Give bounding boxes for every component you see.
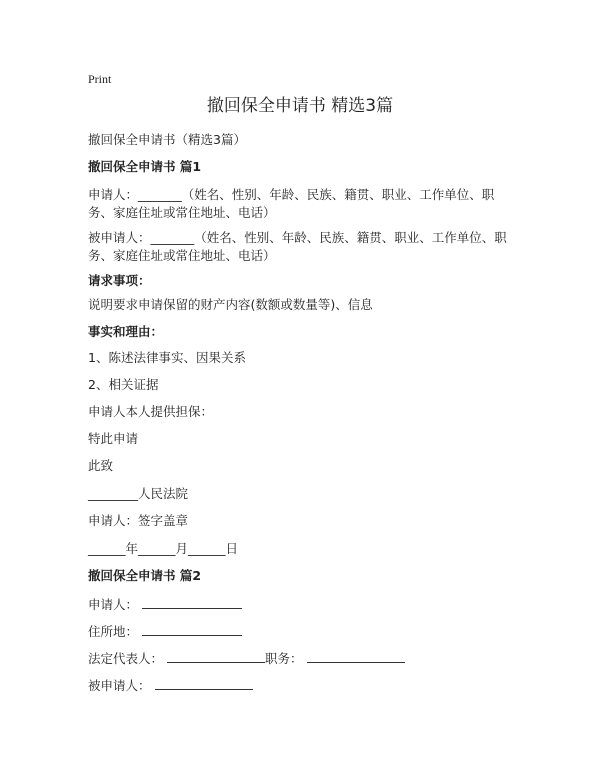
legal-rep-blank bbox=[167, 650, 265, 663]
applicant-blank bbox=[142, 596, 242, 609]
respondent-line: 被申请人：_______（姓名、性别、年龄、民族、籍贯、职业、工作单位、职务、家庭住址或常住地址、电话） bbox=[88, 230, 507, 263]
request-line: 特此申请 bbox=[88, 431, 139, 446]
claims-text: 说明要求申请保留的财产内容(数额或数量等)、信息 bbox=[88, 297, 373, 312]
facts-heading: 事实和理由： bbox=[88, 324, 164, 339]
claims-heading: 请求事项： bbox=[88, 273, 151, 288]
date-line: ______年______月______日 bbox=[88, 541, 239, 556]
print-link[interactable]: Print bbox=[88, 72, 112, 86]
to-line: 此致 bbox=[88, 458, 114, 473]
signature-line: 申请人：签字盖章 bbox=[88, 513, 189, 528]
document-subtitle: 撤回保全申请书（精选3篇） bbox=[88, 132, 246, 147]
respondent-label: 被申请人： bbox=[88, 678, 151, 693]
address-label: 住所地： bbox=[88, 624, 139, 639]
part2-respondent bbox=[88, 677, 253, 695]
part2-legal-rep bbox=[88, 650, 405, 668]
position-blank bbox=[307, 650, 405, 663]
part2-heading: 撤回保全申请书 篇2 bbox=[88, 568, 202, 583]
respondent-blank bbox=[155, 677, 253, 690]
page-title: 撤回保全申请书 精选3篇 bbox=[206, 96, 394, 116]
position-label: 职务： bbox=[265, 651, 303, 666]
applicant-line: 申请人：_______（姓名、性别、年龄、民族、籍贯、职业、工作单位、职务、家庭住址或常住地址、电话） bbox=[88, 187, 495, 220]
applicant-label: 申请人： bbox=[88, 597, 139, 612]
court-line: ________人民法院 bbox=[88, 486, 189, 501]
guarantee-line: 申请人本人提供担保： bbox=[88, 404, 214, 419]
fact-2: 2、相关证据 bbox=[88, 377, 159, 392]
legal-rep-label: 法定代表人： bbox=[88, 651, 164, 666]
fact-1: 1、陈述法律事实、因果关系 bbox=[88, 350, 246, 365]
part2-applicant bbox=[88, 596, 242, 614]
part1-heading: 撤回保全申请书 篇1 bbox=[88, 159, 202, 174]
address-blank bbox=[142, 623, 242, 636]
part2-address bbox=[88, 623, 242, 641]
